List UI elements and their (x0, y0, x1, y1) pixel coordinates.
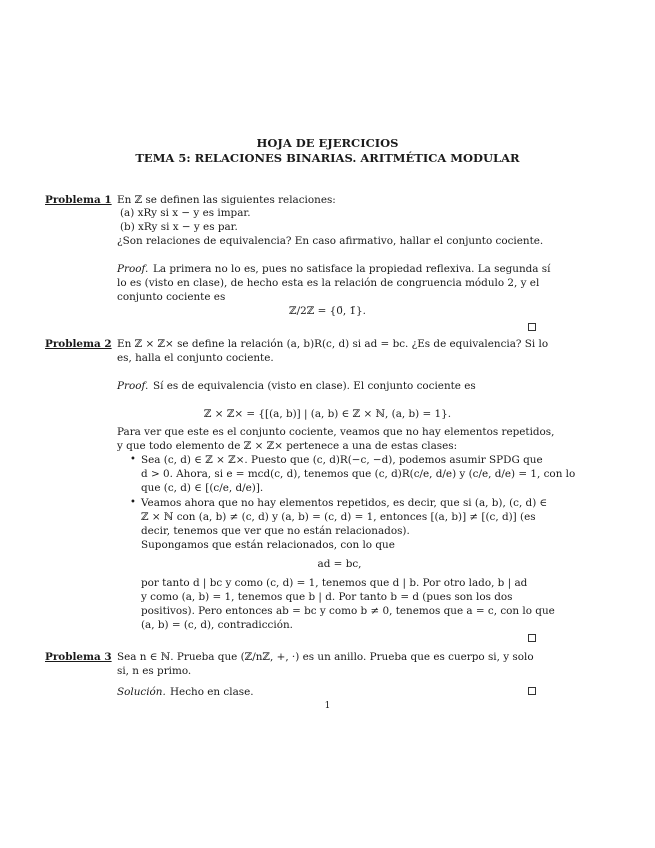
problem-1-item-b: (b) xRy si x − y es par. (120, 221, 238, 233)
proof-line: lo es (visto en clase), de hecho esta es la relación de congruencia módulo 2, y el (117, 277, 540, 289)
problem-2-line: En ℤ × ℤ× se define la relación (a, b)R(c, d) si ad = bc. ¿Es de equivalencia? Si lo (117, 338, 549, 350)
qed-symbol (528, 634, 536, 642)
proof-label: Proof. (117, 263, 149, 275)
page-subtitle: TEMA 5: RELACIONES BINARIAS. ARITMÉTICA MODULAR (135, 151, 520, 165)
qed-symbol (528, 687, 536, 695)
problem-3-line: si, n es primo. (117, 665, 192, 677)
display-equation: ℤ × ℤ× = {[(a, b)] | (a, b) ∈ ℤ × ℕ, (a, b) = 1}. (203, 408, 452, 420)
proof-line: Sí es de equivalencia (visto en clase). El conjunto cociente es (153, 380, 476, 392)
bullet-line: d > 0. Ahora, si e = mcd(c, d), tenemos que (c, d)R(c/e, d/e) y (c/e, d/e) = 1, con lo (141, 468, 576, 480)
proof-line: y que todo elemento de ℤ × ℤ× pertenece a una de estas clases: (117, 440, 458, 452)
page-title: HOJA DE EJERCICIOS (256, 136, 399, 150)
page-number: 1 (324, 701, 331, 711)
problem-1-label: Problema 1 (45, 194, 112, 206)
solution-text: Hecho en clase. (170, 686, 254, 698)
bullet-line: y como (a, b) = 1, tenemos que b | d. Por tanto b = d (pues son los dos (141, 591, 513, 603)
proof-line: Para ver que este es el conjunto cociente, veamos que no hay elementos repetidos, (117, 426, 555, 438)
bullet-line: Supongamos que están relacionados, con lo que (141, 539, 395, 551)
problem-3-label: Problema 3 (45, 651, 112, 663)
problem-1-question: ¿Son relaciones de equivalencia? En caso afirmativo, hallar el conjunto cociente. (117, 235, 544, 247)
display-equation: ad = bc, (317, 558, 362, 570)
problem-1-line: En ℤ se definen las siguientes relaciones: (117, 194, 336, 206)
proof-line: conjunto cociente es (117, 291, 226, 303)
problem-3-line: Sea n ∈ ℕ. Prueba que (ℤ/nℤ, +, ·) es un anillo. Prueba que es cuerpo si, y solo (117, 651, 534, 663)
problem-1-item-a: (a) xRy si x − y es impar. (120, 207, 251, 219)
bullet-line: (a, b) = (c, d), contradicción. (141, 619, 293, 631)
proof-label: Proof. (117, 380, 149, 392)
bullet-line: positivos). Pero entonces ab = bc y como b ≠ 0, tenemos que a = c, con lo que (141, 605, 555, 617)
bullet-line: que (c, d) ∈ [(c/e, d/e)]. (141, 482, 264, 494)
problem-2-label: Problema 2 (45, 338, 112, 350)
bullet-line: decir, tenemos que ver que no están relacionados). (141, 525, 410, 537)
bullet-line: Veamos ahora que no hay elementos repetidos, es decir, que si (a, b), (c, d) ∈ (141, 497, 548, 509)
bullet-line: Sea (c, d) ∈ ℤ × ℤ×. Puesto que (c, d)R(−c, −d), podemos asumir SPDG que (141, 454, 543, 466)
problem-2-line: es, halla el conjunto cociente. (117, 352, 274, 364)
qed-symbol (528, 323, 536, 331)
display-equation: ℤ/2ℤ = {0̄, 1̄}. (289, 305, 366, 317)
bullet-line: por tanto d | bc y como (c, d) = 1, tenemos que d | b. Por otro lado, b | ad (141, 577, 528, 589)
proof-line: La primera no lo es, pues no satisface la propiedad reflexiva. La segunda sí (153, 263, 551, 275)
solution-label: Solución. (117, 686, 166, 698)
bullet-marker: • (130, 454, 136, 465)
bullet-line: ℤ × ℕ con (a, b) ≠ (c, d) y (a, b) = (c, d) = 1, entonces [(a, b)] ≠ [(c, d)] (es (141, 511, 536, 523)
bullet-marker: • (130, 497, 136, 508)
